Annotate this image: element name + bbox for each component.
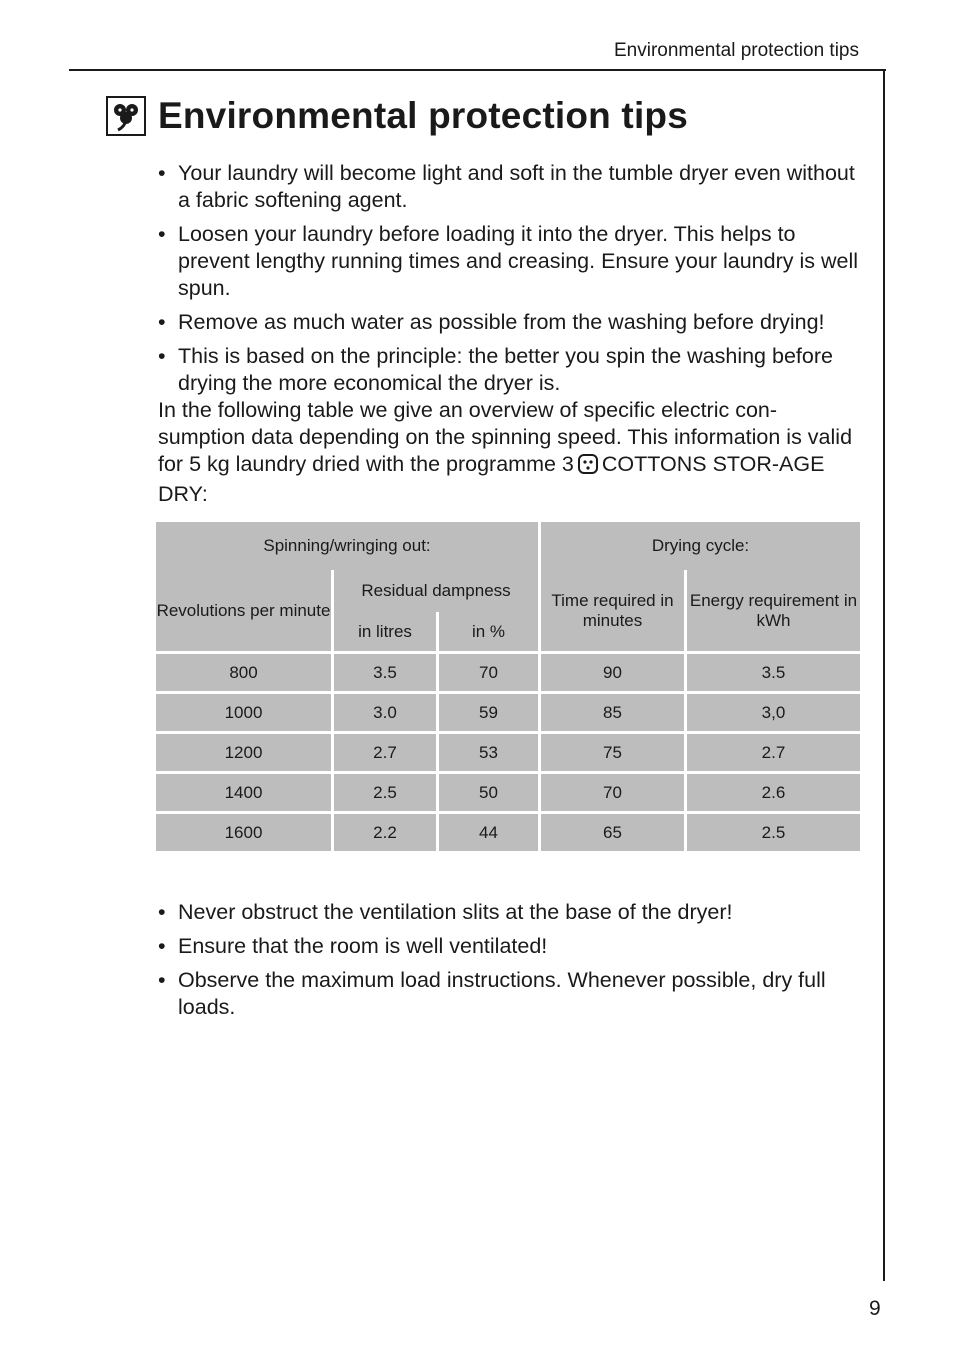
page-number: 9 <box>869 1297 881 1320</box>
list-item: • Loosen your laundry before loading it into the dryer. This helps to prevent lengthy running times and creasing. Ensure your laundry is well spun. <box>158 221 863 302</box>
side-rule <box>883 69 885 1281</box>
cell-percent: 50 <box>436 771 538 811</box>
table-row <box>156 651 860 691</box>
header-time: Time required in minutes <box>538 570 684 651</box>
table-row <box>156 771 860 811</box>
cell-time: 65 <box>538 811 684 851</box>
cell-time: 70 <box>538 771 684 811</box>
cell-rpm: 800 <box>156 651 331 691</box>
table-row <box>156 691 860 731</box>
header-spinning: Spinning/wringing out: <box>156 522 538 570</box>
cell-rpm: 1200 <box>156 731 331 771</box>
tips-list-bottom <box>158 899 863 1021</box>
cell-percent: 70 <box>436 651 538 691</box>
cell-litres: 3.0 <box>331 691 436 731</box>
list-item: • Observe the maximum load instructions. Whenever possible, dry full loads. <box>158 967 863 1021</box>
cell-litres: 2.7 <box>331 731 436 771</box>
consumption-table <box>156 522 860 851</box>
header-rule <box>69 69 886 71</box>
cell-energy: 3.5 <box>684 651 860 691</box>
cupboard-dry-icon <box>578 454 598 481</box>
header-residual: Residual dampness <box>331 570 538 612</box>
cell-time: 90 <box>538 651 684 691</box>
cell-energy: 2.6 <box>684 771 860 811</box>
cell-litres: 2.5 <box>331 771 436 811</box>
cell-energy: 2.7 <box>684 731 860 771</box>
header-drying: Drying cycle: <box>538 522 860 570</box>
cell-percent: 53 <box>436 731 538 771</box>
cell-rpm: 1600 <box>156 811 331 851</box>
cell-rpm: 1000 <box>156 691 331 731</box>
table-row <box>156 811 860 851</box>
list-item: • Remove as much water as possible from the washing before drying! <box>158 309 863 336</box>
cell-percent: 59 <box>436 691 538 731</box>
header-energy: Energy requirement in kWh <box>684 570 860 651</box>
cell-time: 75 <box>538 731 684 771</box>
cell-rpm: 1400 <box>156 771 331 811</box>
cell-percent: 44 <box>436 811 538 851</box>
intro-text: In the following table we give an overview of specific electric con-sumption data depending on the spinning speed. This information is valid for 5 kg laundry dried with the programme 3 <box>158 398 853 476</box>
header-litres: in litres <box>331 612 436 651</box>
list-item: • Ensure that the room is well ventilated! <box>158 933 863 960</box>
tips-list-top <box>158 160 863 397</box>
intro-paragraph <box>158 397 863 508</box>
cell-litres: 3.5 <box>331 651 436 691</box>
cell-litres: 2.2 <box>331 811 436 851</box>
table-row <box>156 731 860 771</box>
list-item: • Your laundry will become light and soft in the tumble dryer even without a fabric softening agent. <box>158 160 863 214</box>
title-row <box>106 95 688 137</box>
shamrock-icon <box>106 96 146 136</box>
cell-energy: 3,0 <box>684 691 860 731</box>
running-header: Environmental protection tips <box>613 40 859 61</box>
list-item: • Never obstruct the ventilation slits at the base of the dryer! <box>158 899 863 926</box>
header-rpm: Revolutions per minute <box>156 570 331 651</box>
cell-energy: 2.5 <box>684 811 860 851</box>
cell-time: 85 <box>538 691 684 731</box>
list-item: • This is based on the principle: the better you spin the washing before drying the more economical the dryer is. <box>158 343 863 397</box>
tips-list-bottom-wrapper <box>158 899 863 1028</box>
header-percent: in % <box>436 612 538 651</box>
page-title: Environmental protection tips <box>158 95 689 136</box>
main-content <box>158 160 863 508</box>
intro-text-end: COTTONS STOR-AGE DRY: <box>158 452 825 506</box>
